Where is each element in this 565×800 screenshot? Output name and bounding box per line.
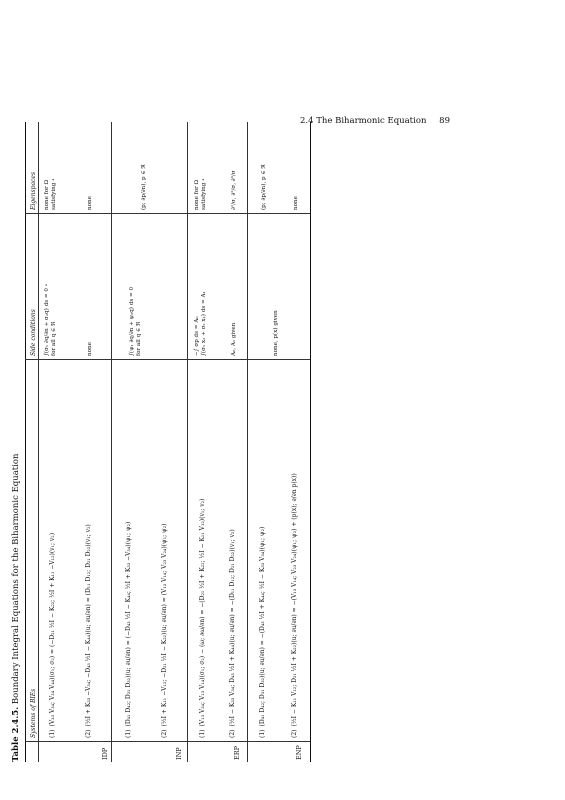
group-rule — [111, 122, 112, 762]
group-label-erp: ERP — [233, 745, 241, 760]
equation-number: (2) — [161, 729, 168, 738]
column-divider — [25, 741, 311, 742]
group-rule — [187, 122, 188, 762]
side-condition-line: none — [87, 342, 93, 356]
side-condition — [129, 287, 143, 356]
table-caption — [11, 454, 21, 763]
column-divider — [25, 213, 311, 214]
bottom-rule — [310, 122, 311, 762]
equation-number: (1) — [199, 729, 206, 738]
page-number: 89 — [439, 116, 450, 126]
equation-row — [125, 522, 132, 738]
equation-row — [291, 473, 298, 738]
side-condition — [231, 323, 238, 356]
group-rule — [247, 122, 248, 762]
eigenspace-line: none — [293, 196, 299, 210]
equation-number: (2) — [291, 729, 298, 738]
equation-number: (1) — [259, 729, 266, 738]
eigenspace — [194, 178, 208, 210]
side-condition — [87, 342, 94, 356]
equation-row — [199, 499, 206, 738]
equation: (½I + K₃₃ −V₃₄; −D₄₃ ½I − K₄₄)(u; ∂u/∂n) = (D₁₁ D₁₂; D₂₁ D₂₂)(v₁; v₂) — [85, 524, 92, 727]
equation: (½I − K₃₃ V₃₄; D₄₃ ½I + K₄₄)(u; ∂u/∂n) = −(D₁₁ D₁₂; D₂₁ D₂₂)(v₁; v₂) — [229, 529, 236, 727]
rotated-table — [11, 122, 311, 762]
side-condition-line: for all q ∈ ℜ — [136, 321, 142, 356]
eigenspace-line: none for Ω — [194, 179, 200, 210]
group-label-inp: INP — [175, 747, 183, 760]
eigenspace — [231, 170, 238, 210]
equation-number: (2) — [85, 729, 92, 738]
equation: (½I + K₁₁ −V₁₂; −D₂₁ ½I − K₂₂)(u; ∂u/∂n) = (V₁₃ V₁₄; V₂₃ V₂₄)(ψ₁; ψ₂) — [161, 523, 168, 727]
side-condition-line: A₀, A₁ given — [231, 322, 237, 356]
eigenspace — [44, 178, 58, 210]
equation: (V₁₃ V₃₄; V₁₃ V₁₄)(σ₁; σ₂) − (ω; ∂ω/∂n) = −(D₂₁ ½I + K₂₂; ½I − K₁₁ V₁₂)(v₁; v₂) — [199, 498, 206, 727]
side-condition — [44, 284, 58, 356]
eigenspace-line: none — [87, 196, 93, 210]
equation-row — [49, 533, 56, 738]
equation-row — [229, 529, 236, 738]
group-label-idp: IDP — [101, 747, 109, 760]
eigenspace-line: (p; ∂p/∂n), p ∈ ℜ — [261, 164, 267, 210]
table-caption-label: Table 2.4.5. — [11, 706, 21, 762]
equation: (D₄₁ D₄₂; D₃₁ D₃₂)(u; ∂u/∂n) = (−D₄₃ ½I − K₄₄; ½I + K₃₃ −V₃₄)(ψ₁; ψ₂) — [125, 521, 132, 727]
equation: (½I − K₁₁ V₁₂; D₂₁ ½I + K₂₂)(u; ∂u/∂n) = −(V₁₃ V₁₄; V₂₃ V₂₄)(ψ₁; ψ₂) + (p(x); ∂/∂n p(x)) — [291, 473, 298, 727]
equation-number: (1) — [125, 729, 132, 738]
header-side-conditions: Side conditions — [30, 309, 37, 356]
equation-number: (1) — [49, 729, 56, 738]
side-condition-line: none, p(x) given — [273, 310, 279, 356]
group-label-enp: ENP — [295, 745, 303, 760]
eigenspace-line: satisfying ∘ — [51, 178, 57, 210]
header-eigenspaces: Eigenspaces — [30, 171, 37, 210]
eigenspace — [141, 164, 148, 210]
equation-row — [85, 524, 92, 738]
equation: (V₃₃ V₃₄; V₃₄ V₄₄)(σ₁; σ₂) = (−D₂₁ ½I − K₂₂; ½I + K₁₁ −V₁₂)(v₁; v₂) — [49, 532, 56, 727]
eigenspace-line: satisfying ∘ — [201, 178, 207, 210]
header-rule — [38, 122, 39, 762]
eigenspace-line: none for Ω — [44, 179, 50, 210]
running-head — [300, 116, 450, 130]
side-condition — [273, 310, 280, 356]
equation-number: (2) — [229, 729, 236, 738]
eigenspace-line: (p; ∂p/∂n), p ∈ ℜ — [141, 164, 147, 210]
eigenspace — [261, 164, 268, 210]
running-head-title: 2.4 The Biharmonic Equation — [300, 116, 427, 126]
equation: (D₄₁ D₄₂; D₃₁ D₃₂)(u; ∂u/∂n) = −(D₄₃ ½I + K₄₄; ½I − K₃₃ V₃₄)(ψ₁; ψ₂) — [259, 526, 266, 727]
table-caption-text: Boundary Integral Equations for the Biharmonic Equation — [11, 453, 21, 705]
eigenspace — [87, 196, 94, 210]
side-condition-line: ∫(ψ₁ ∂q/∂n + ψ₂q) ds = 0 — [129, 286, 135, 356]
column-divider — [25, 359, 311, 360]
top-rule — [25, 122, 26, 762]
side-condition-line: ∫(σ₁ ∂q/∂n + σ₂q) ds = 0 ∘ — [44, 283, 50, 356]
side-condition-line: −∫ σp ds = A₀ — [194, 316, 200, 356]
equation-row — [259, 527, 266, 738]
side-condition-line: ∫(σ₁ x₂ + σ₂ x₁) ds = A₁ — [201, 291, 207, 356]
side-condition — [194, 291, 208, 356]
eigenspace-line: ∂¹/σ, ∂²/σ, ∂³/σ — [231, 170, 237, 210]
eigenspace — [293, 196, 300, 210]
header-systems: Systems of BIEs — [30, 688, 37, 738]
equation-row — [161, 524, 168, 739]
side-condition-line: for all q ∈ ℜ — [51, 321, 57, 356]
